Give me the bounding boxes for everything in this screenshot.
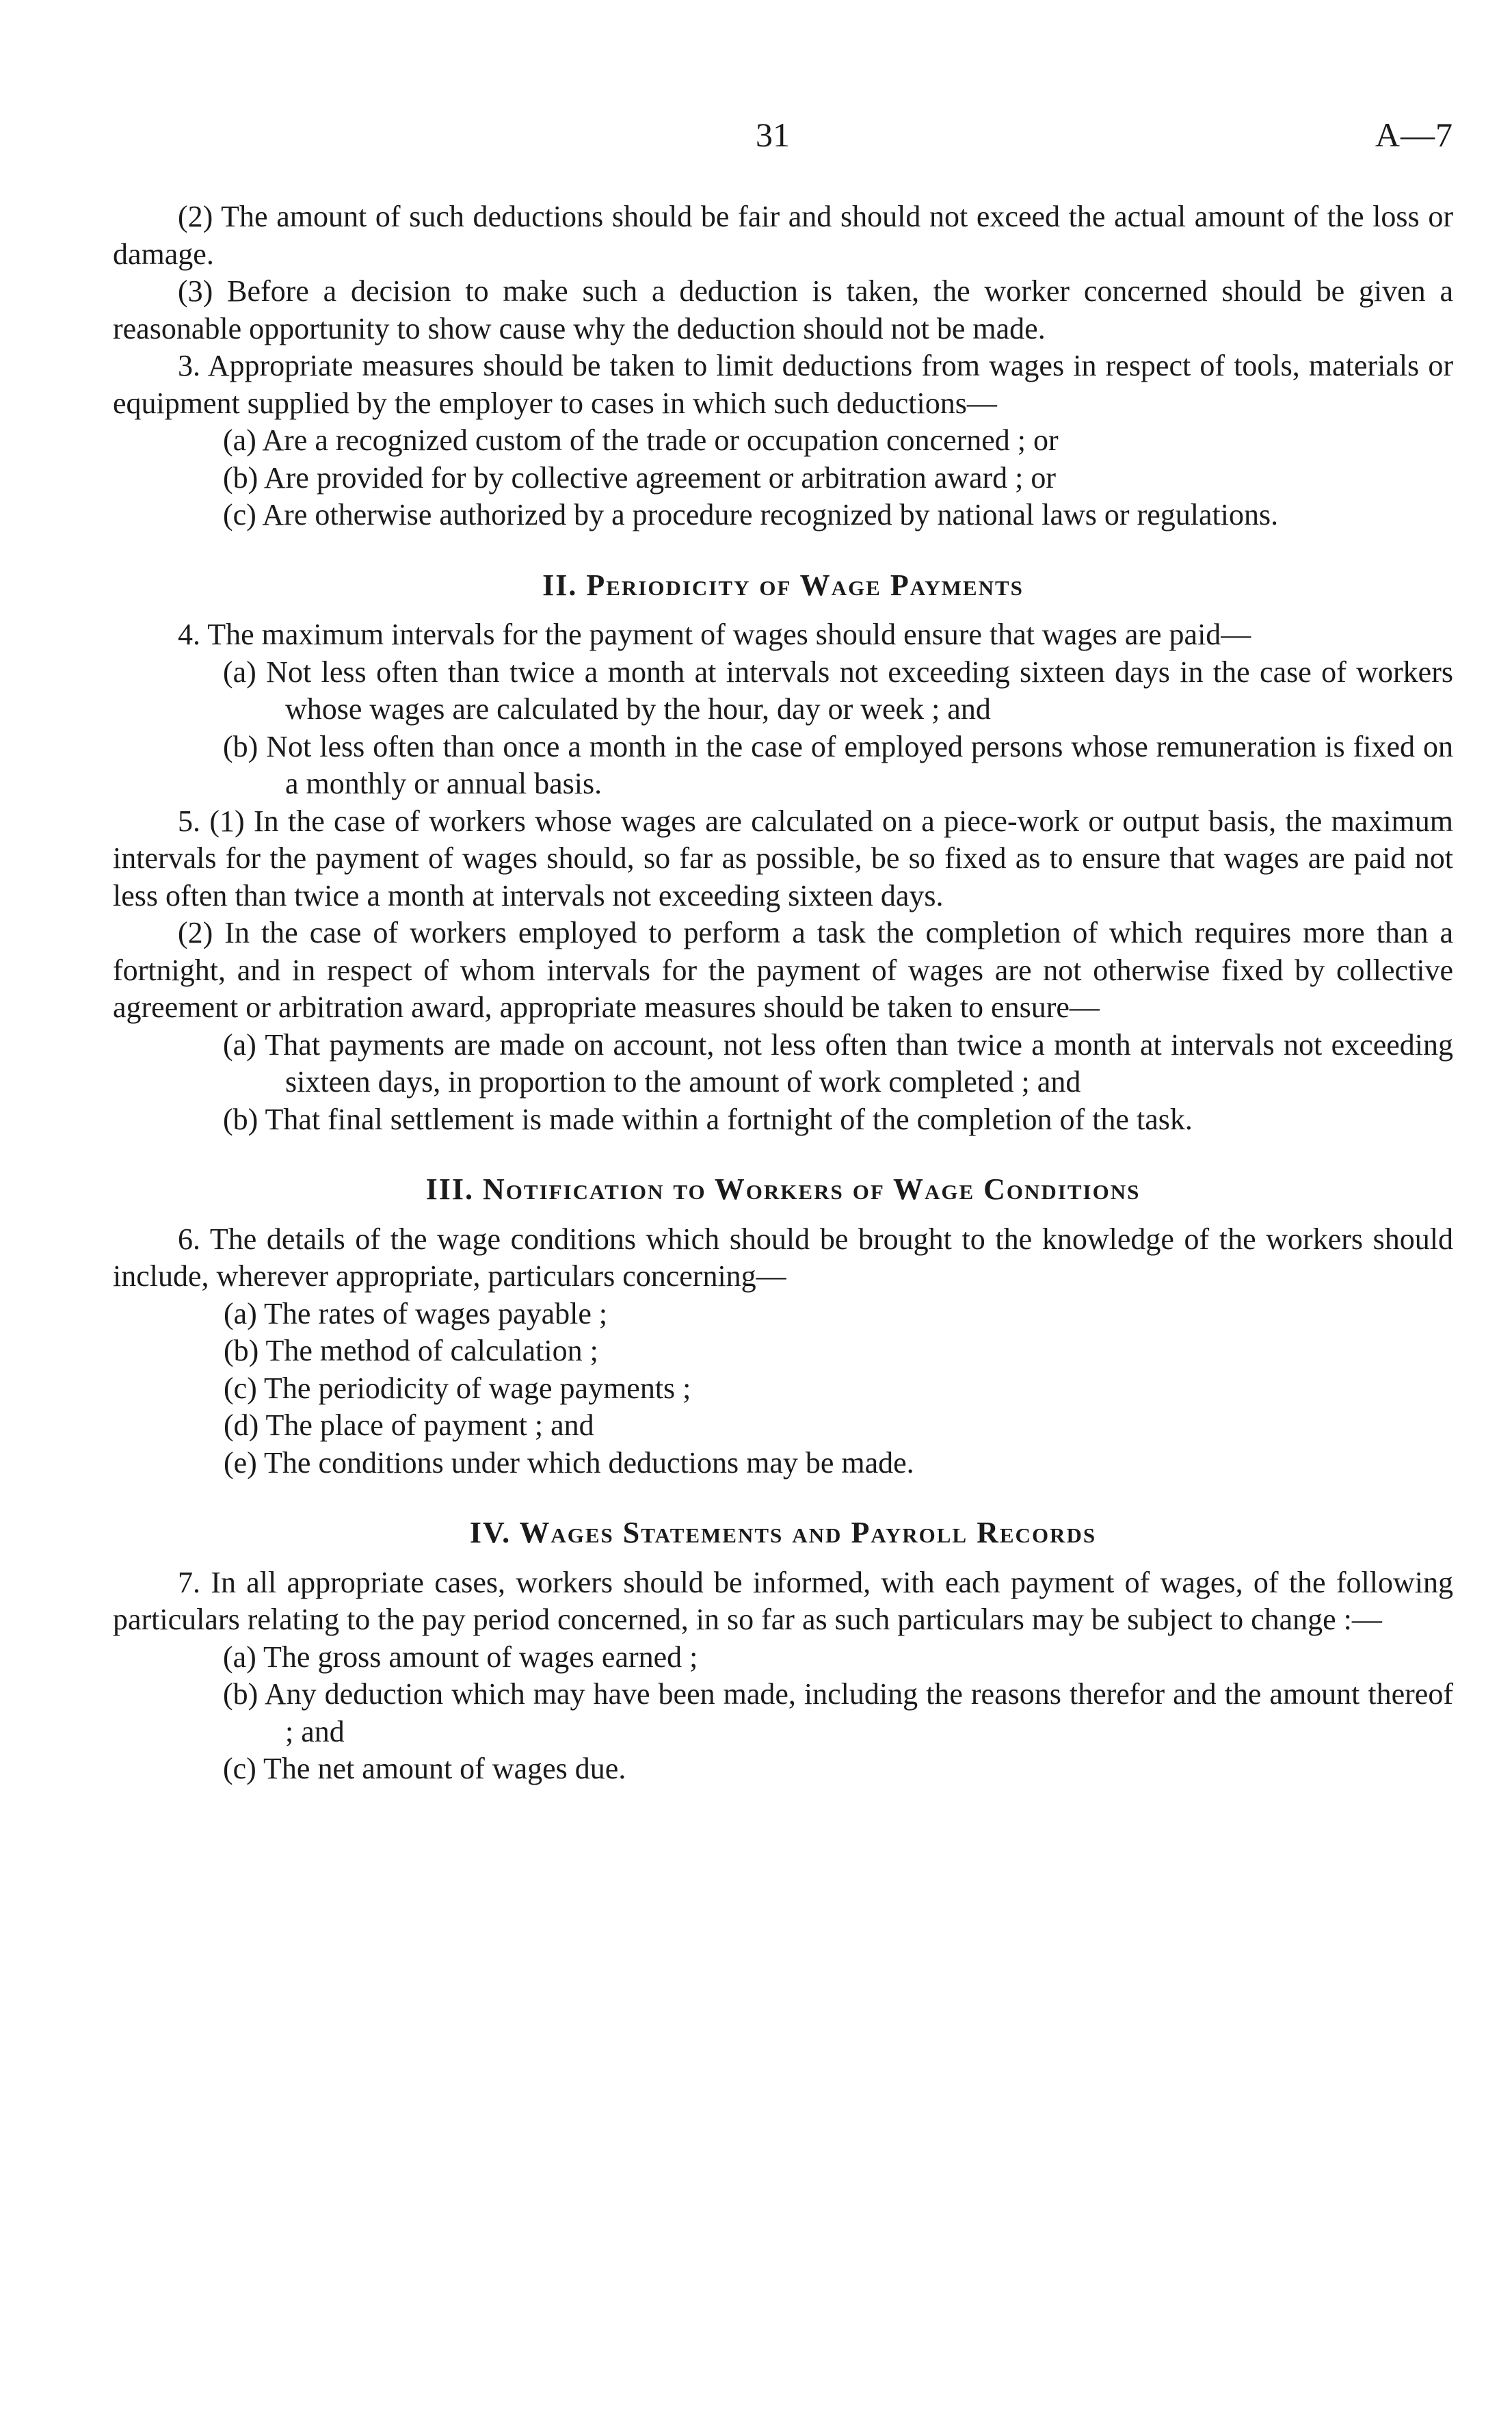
paragraph-2-deduction-amount: (2) The amount of such deductions should be fair and should not exceed the actual amount of the loss or damage. <box>113 200 1453 271</box>
list-item-5a: (a) That payments are made on account, not less often than twice a month at intervals not exceeding sixteen days, in proportion to the amount of work completed ; and <box>223 1027 1453 1099</box>
list-item-4b: (b) Not less often than once a month in the case of employed persons whose remuneration is fixed on a monthly or annual basis. <box>223 729 1453 800</box>
list-item-7c: (c) The net amount of wages due. <box>223 1752 626 1785</box>
list-item-7b: (b) Any deduction which may have been made, including the reasons therefor and the amount thereof ; and <box>223 1677 1453 1748</box>
paragraph-4-maximum-intervals: 4. The maximum intervals for the payment of wages should ensure that wages are paid— <box>178 618 1251 651</box>
paragraph-5-1-piece-work: 5. (1) In the case of workers whose wages are calculated on a piece-work or output basis, the maximum intervals for the payment of wages should, so far as possible, be so fixed as to ensure that wages are paid not less often than twice a month at intervals not exceeding sixteen days. <box>113 804 1453 912</box>
paragraph-3-tools-deductions: 3. Appropriate measures should be taken to limit deductions from wages in respect of tools, materials or equipment supplied by the employer to cases in which such deductions— <box>113 349 1453 420</box>
section-heading-ii: II. Periodicity of Wage Payments <box>542 568 1024 602</box>
list-item-7a: (a) The gross amount of wages earned ; <box>223 1640 698 1674</box>
paragraph-5-2-task-completion: (2) In the case of workers employed to perform a task the completion of which requires more than a fortnight, and in respect of whom intervals for the payment of wages are not otherwise fixed by collective agreement or arbitration award, appropriate measures should be taken to ensure— <box>113 916 1453 1024</box>
paragraph-3-show-cause: (3) Before a decision to make such a deduction is taken, the worker concerned should be given a reasonable opportunity to show cause why the deduction should not be made. <box>113 274 1453 345</box>
list-item-3b: (b) Are provided for by collective agreement or arbitration award ; or <box>223 460 1057 495</box>
list-item-4a: (a) Not less often than twice a month at intervals not exceeding sixteen days in the case of workers whose wages are calculated by the hour, day or week ; and <box>223 655 1453 726</box>
list-item-6c: (c) The periodicity of wage payments ; <box>224 1371 691 1405</box>
paragraph-6-wage-conditions: 6. The details of the wage conditions which should be brought to the knowledge of the workers should include, wherever appropriate, particulars concerning— <box>113 1222 1453 1293</box>
paragraph-7-wage-statements: 7. In all appropriate cases, workers should be informed, with each payment of wages, of the following particulars relating to the pay period concerned, in so far as such particulars may be subject to change :— <box>113 1565 1453 1636</box>
page-reference: A—7 <box>1375 116 1453 154</box>
section-heading-iii: III. Notification to Workers of Wage Conditions <box>425 1172 1141 1206</box>
list-item-6a: (a) The rates of wages payable ; <box>224 1296 608 1330</box>
list-item-6b: (b) The method of calculation ; <box>224 1334 598 1367</box>
list-item-5b: (b) That final settlement is made within a fortnight of the completion of the task. <box>223 1102 1193 1136</box>
page-header <box>113 115 1453 163</box>
page-number: 31 <box>756 116 790 154</box>
section-heading-iv: IV. Wages Statements and Payroll Records <box>469 1516 1097 1549</box>
list-item-3c: (c) Are otherwise authorized by a procedure recognized by national laws or regulations. <box>223 498 1279 531</box>
list-item-6e: (e) The conditions under which deductions may be made. <box>224 1445 914 1480</box>
list-item-3a: (a) Are a recognized custom of the trade or occupation concerned ; or <box>223 423 1059 457</box>
document-body <box>113 198 1453 1788</box>
list-item-6d: (d) The place of payment ; and <box>224 1408 594 1442</box>
